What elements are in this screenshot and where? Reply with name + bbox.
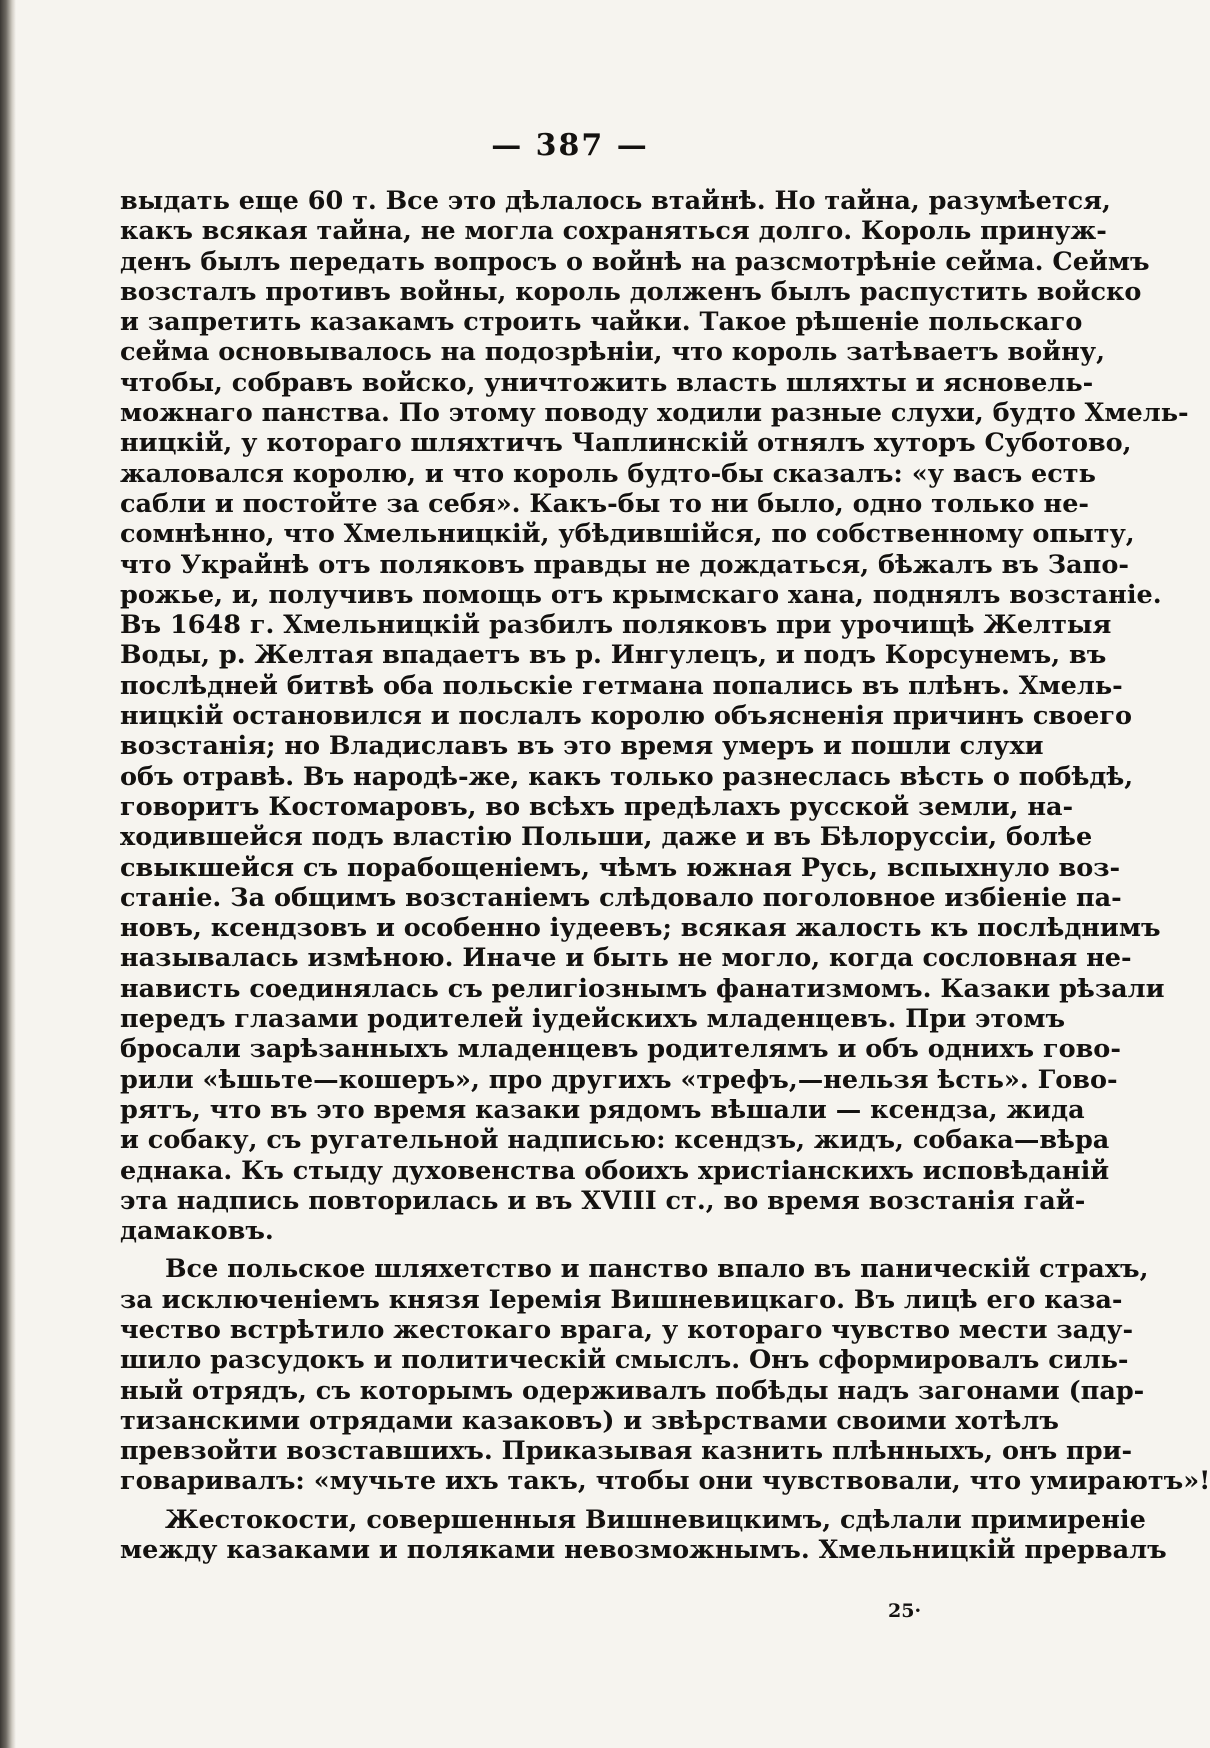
text-line: ницкій остановился и послалъ королю объясненія причинъ своего xyxy=(120,701,1132,732)
text-line: Воды, р. Желтая впадаетъ въ р. Ингулецъ, и подъ Корсунемъ, въ xyxy=(120,640,1107,671)
text-line: послѣдней битвѣ оба польскіе гетмана попались въ плѣнъ. Хмель- xyxy=(120,670,1123,701)
text-line: превзойти возставшихъ. Приказывая казнить плѣнныхъ, онъ при- xyxy=(120,1436,1133,1467)
text-line: рятъ, что въ это время казаки рядомъ вѣшали — ксендза, жида xyxy=(120,1094,1085,1125)
text-line: ходившейся подъ властію Польши, даже и въ Бѣлоруссіи, болѣе xyxy=(120,822,1093,853)
paragraph xyxy=(120,186,1189,1247)
text-line: передъ глазами родителей іудейскихъ младенцевъ. При этомъ xyxy=(120,1004,1066,1035)
text-line: жаловался королю, и что король будто-бы сказалъ: «у васъ есть xyxy=(120,458,1096,489)
paragraph xyxy=(120,1254,1210,1497)
text-line: Жестокости, совершенныя Вишневицкимъ, сдѣлали примиреніе xyxy=(165,1504,1146,1535)
text-line: что Украйнѣ отъ поляковъ правды не дождаться, бѣжалъ въ Запо- xyxy=(120,549,1129,580)
text-line: свыкшейся съ порабощеніемъ, чѣмъ южная Русь, вспыхнуло воз- xyxy=(120,852,1121,883)
text-line: станіе. За общимъ возстаніемъ слѣдовало поголовное избіеніе па- xyxy=(120,882,1122,913)
text-line: называлась измѣною. Иначе и быть не могло, когда сословная не- xyxy=(120,943,1132,974)
text-line: чество встрѣтило жестокаго врага, у котораго чувство мести заду- xyxy=(120,1314,1134,1345)
text-line: возстанія; но Владиславъ въ это время умеръ и пошли слухи xyxy=(120,731,1044,762)
text-line: сомнѣнно, что Хмельницкій, убѣдившійся, по собственному опыту, xyxy=(120,519,1135,550)
text-line: Въ 1648 г. Хмельницкій разбилъ поляковъ при урочищѣ Желтыя xyxy=(120,610,1112,641)
text-line: ный отрядъ, съ которымъ одерживалъ побѣды надъ загонами (пар- xyxy=(120,1375,1145,1406)
text-line: возсталъ противъ войны, король долженъ былъ распустить войско xyxy=(120,276,1142,307)
text-line: сейма основывалось на подозрѣніи, что король затѣваетъ войну, xyxy=(120,337,1105,368)
text-line: и запретить казакамъ строить чайки. Такое рѣшеніе польскаго xyxy=(120,307,1083,338)
text-line: шило разсудокъ и политическій смыслъ. Онъ сформировалъ силь- xyxy=(120,1345,1129,1376)
text-line: сабли и постойте за себя». Какъ-бы то ни было, одно только не- xyxy=(120,488,1090,519)
text-line: выдать еще 60 т. Все это дѣлалось втайнѣ. Но тайна, разумѣется, xyxy=(120,186,1111,216)
text-line: и собаку, съ ругательной надписью: ксендзъ, жидъ, собака—вѣра xyxy=(120,1125,1110,1156)
text-line: тизанскими отрядами казаковъ) и звѣрствами своими хотѣлъ xyxy=(120,1405,1059,1436)
text-line: говоритъ Костомаровъ, во всѣхъ предѣлахъ русской земли, на- xyxy=(120,791,1074,822)
page-number: — 387 — xyxy=(491,128,649,163)
text-line: за исключеніемъ князя Іеремія Вишневицкаго. Въ лицѣ его каза- xyxy=(120,1284,1123,1315)
text-line: Все польское шляхетство и панство впало въ паническій страхъ, xyxy=(165,1254,1149,1285)
text-line: дамаковъ. xyxy=(120,1216,274,1247)
signature-mark: 25· xyxy=(888,1600,922,1622)
text-line: рожье, и, получивъ помощь отъ крымскаго хана, поднялъ возстаніе. xyxy=(120,579,1162,610)
text-line: нависть соединялась съ религіознымъ фанатизмомъ. Казаки рѣзали xyxy=(120,973,1165,1004)
page-left-edge-shadow xyxy=(0,0,16,1748)
text-line: рили «ѣшьте—кошеръ», про другихъ «трефъ,—нельзя ѣсть». Гово- xyxy=(120,1064,1118,1095)
text-line: какъ всякая тайна, не могла сохраняться долго. Король принуж- xyxy=(120,216,1107,247)
text-line: бросали зарѣзанныхъ младенцевъ родителямъ и объ однихъ гово- xyxy=(120,1034,1121,1065)
body-text xyxy=(120,186,1210,1566)
paragraph xyxy=(120,1504,1167,1566)
text-line: эта надпись повторилась и въ XVIII ст., во время возстанія гай- xyxy=(120,1185,1086,1216)
text-line: ницкій, у котораго шляхтичъ Чаплинскій отнялъ хуторъ Суботово, xyxy=(120,428,1132,459)
text-line: новъ, ксендзовъ и особенно іудеевъ; всякая жалость къ послѣднимъ xyxy=(120,913,1161,944)
text-line: еднака. Къ стыду духовенства обоихъ христіанскихъ исповѣданій xyxy=(120,1155,1110,1186)
text-line: чтобы, собравъ войско, уничтожить власть шляхты и ясновель- xyxy=(120,367,1094,398)
text-line: говаривалъ: «мучьте ихъ такъ, чтобы они чувствовали, что умираютъ»! xyxy=(120,1466,1210,1497)
text-line: можнаго панства. По этому поводу ходили разные слухи, будто Хмель- xyxy=(120,398,1189,429)
text-line: денъ былъ передать вопросъ о войнѣ на разсмотрѣніе сейма. Сеймъ xyxy=(120,246,1150,277)
text-line: объ отравѣ. Въ народѣ-же, какъ только разнеслась вѣсть о побѣдѣ, xyxy=(120,761,1134,792)
text-line: между казаками и поляками невозможнымъ. Хмельницкій прервалъ xyxy=(120,1535,1167,1566)
